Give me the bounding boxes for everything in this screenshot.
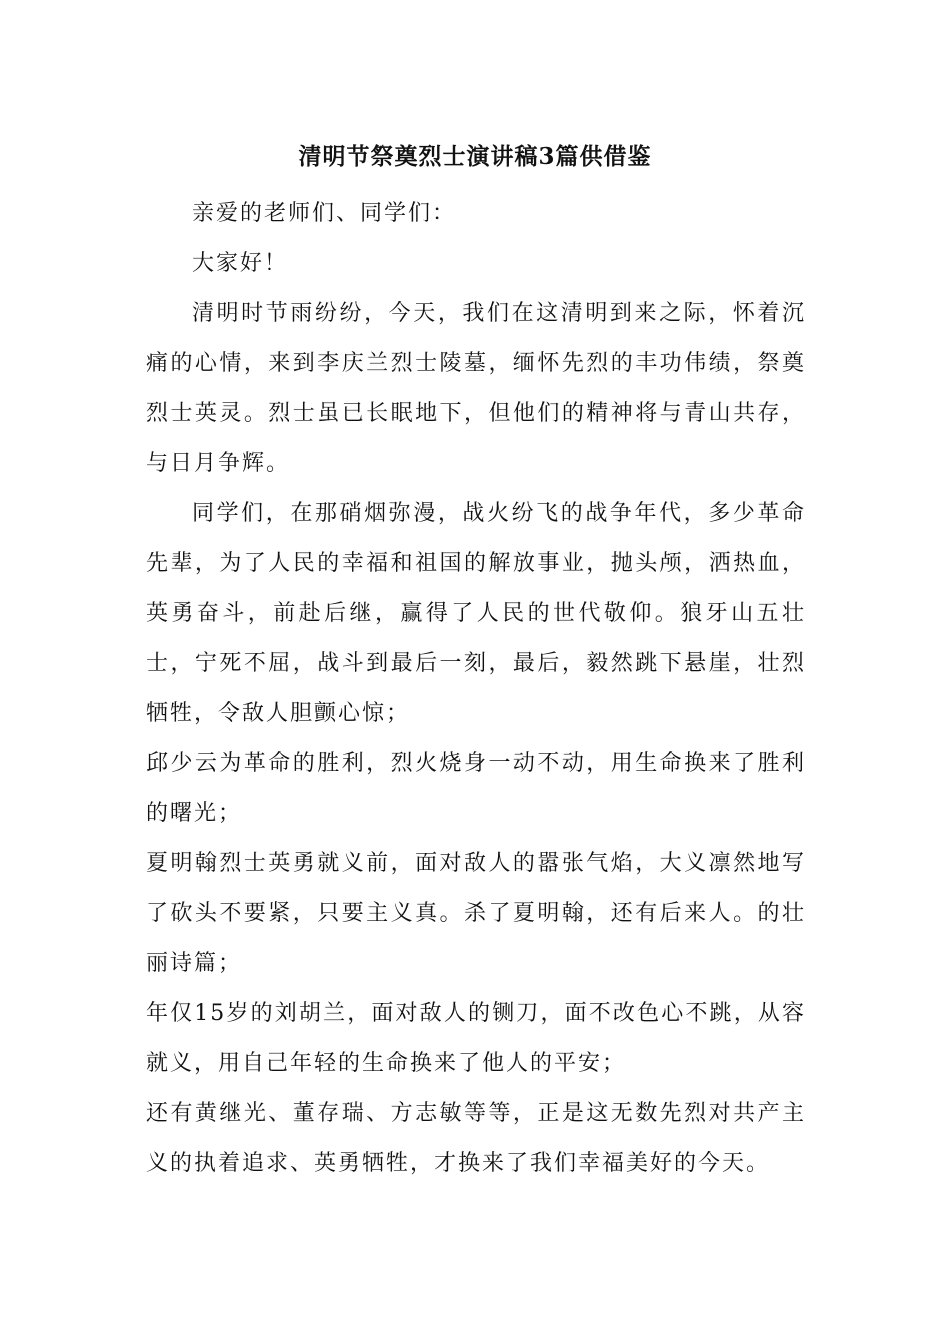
paragraph-other-martyrs: 还有黄继光、董存瑞、方志敏等等，正是这无数先烈对共产主义的执着追求、英勇牺牲，才换来了我们幸福美好的今天。 xyxy=(146,1101,806,1176)
paragraph-hello: 大家好！ xyxy=(192,251,289,276)
paragraph-martyrs-intro: 同学们，在那硝烟弥漫，战火纷飞的战争年代，多少革命先辈，为了人民的幸福和祖国的解放事业，抛头颅，洒热血，英勇奋斗，前赴后继，赢得了人民的世代敬仰。狼牙山五壮士，宁死不屈，战斗到最后一刻，最后，毅然跳下悬崖，壮烈牺牲，令敌人胆颤心惊； xyxy=(146,501,806,726)
paragraph-xia-minghan: 夏明翰烈士英勇就义前，面对敌人的嚣张气焰，大义凛然地写了砍头不要紧，只要主义真。杀了夏明翰，还有后来人。的壮丽诗篇； xyxy=(146,851,806,976)
document-body xyxy=(146,189,806,1189)
paragraph-greeting: 亲爱的老师们、同学们： xyxy=(192,201,457,226)
paragraph-qingming: 清明时节雨纷纷，今天，我们在这清明到来之际，怀着沉痛的心情，来到李庆兰烈士陵墓，缅怀先烈的丰功伟绩，祭奠烈士英灵。烈士虽已长眠地下，但他们的精神将与青山共存，与日月争辉。 xyxy=(146,301,806,476)
paragraph-liu-hulan: 年仅15岁的刘胡兰，面对敌人的铡刀，面不改色心不跳，从容就义，用自己年轻的生命换来了他人的平安； xyxy=(146,1001,806,1076)
paragraph-qiu-shaoyun: 邱少云为革命的胜利，烈火烧身一动不动，用生命换来了胜利的曙光； xyxy=(146,751,806,826)
document-title: 清明节祭奠烈士演讲稿3篇供借鉴 xyxy=(298,143,652,170)
